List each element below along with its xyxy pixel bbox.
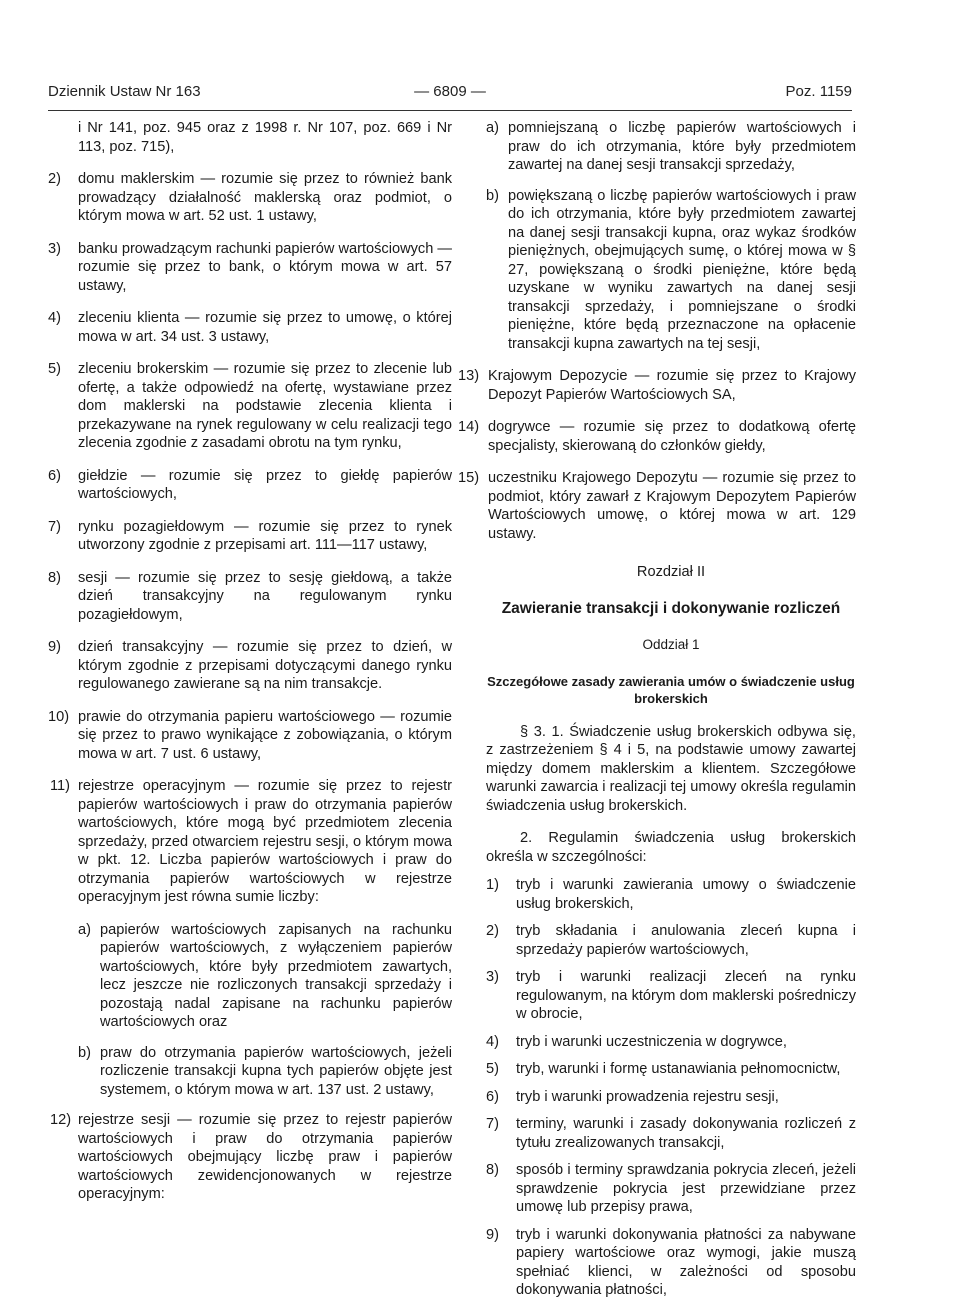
item-number: 11) [50, 778, 71, 794]
definition-item [48, 240, 452, 296]
item-number: 8) [48, 569, 61, 586]
item-number: 14) [458, 419, 480, 435]
item-text: domu maklerskim — rozumie się przez to również bank prowadzący działalność maklerską oraz podmiot, o którym mowa w art. 52 ust. 1 ustawy, [78, 171, 452, 224]
list-text: tryb i warunki prowadzenia rejestru sesji, [516, 1088, 779, 1105]
item-text: zleceniu brokerskim — rozumie się przez to zlecenie lub ofertę, a także odpowiedź na ofertę, wystawiane przez dom maklerski na podstawie zlecenia klienta i przekazywane na rynek regulowany w celu realizacji tego zlecenia zgodnie z zasadami obrotu na tym rynku, [78, 361, 452, 451]
sub-list [48, 921, 452, 1100]
item-text: Krajowym Depozycie — rozumie się przez to Krajowy Depozyt Papierów Wartościowych SA, [488, 368, 856, 403]
section-heading: Oddział 1 [642, 637, 700, 652]
sub-item-text: pomniejszaną o liczbę papierów wartościowych i praw do ich otrzymania, które były przedmiotem zawartej na danej sesji transakcji sprzedaży, [508, 120, 856, 173]
list-text: tryb i warunki zawierania umowy o świadczenie usług brokerskich, [516, 877, 856, 912]
item-number: 12) [50, 1112, 72, 1128]
sub-item [78, 1044, 452, 1100]
item-number: 6) [48, 467, 61, 484]
item-number: 10) [48, 708, 70, 725]
item-text: dogrywce — rozumie się przez to dodatkową ofertę specjalisty, skierowaną do członków giełdy, [488, 419, 856, 454]
item-text: uczestniku Krajowego Depozytu — rozumie się przez to podmiot, który zawarł z Krajowym Depozytem Papierów Wartościowych umowę, o której mowa w art. 129 ustawy. [488, 470, 856, 542]
definition-item [48, 777, 452, 907]
item-text: giełdzie — rozumie się przez to giełdę papierów wartościowych, [78, 467, 452, 502]
list-item [486, 968, 856, 1024]
list-text: tryb, warunki i formę ustanawiania pełnomocnictw, [516, 1061, 841, 1077]
right-column [458, 119, 856, 1309]
sub-item [486, 187, 856, 354]
item-text: zleceniu klienta — rozumie się przez to umowę, o której mowa w art. 34 ust. 3 ustawy, [78, 310, 452, 345]
definition-item [48, 518, 452, 555]
list-text: terminy, warunki i zasady dokonywania rozliczeń z tytułu zrealizowanych transakcji, [516, 1116, 856, 1151]
item-number: 15) [458, 470, 480, 486]
header-rule [48, 110, 852, 111]
item-number: 3) [48, 240, 61, 257]
sub-item-text: praw do otrzymania papierów wartościowych, jeżeli rozliczenie transakcji kupna tych papierów objęte jest systemem, o którym mowa w art. 137 ust. 2 ustawy, [100, 1044, 452, 1098]
item-number: 7) [48, 518, 61, 535]
item-number: 9) [48, 639, 61, 655]
item-text: sesji — rozumie się przez to sesję giełdową, a także dzień transakcyjny na regulowanym rynku pozagiełdowym, [78, 569, 452, 623]
item-number: 4) [48, 310, 61, 326]
definition-item [458, 367, 856, 404]
position-number: Poz. 1159 [785, 83, 852, 100]
definition-item [48, 170, 452, 226]
list-item [486, 1161, 856, 1217]
sub-item-text: papierów wartościowych zapisanych na rachunku papierów wartościowych, z wyłączeniem papierów wartościowych, które były przedmiotem zawartych, lecz jeszcze nie rozliczonych transakcji sprzedaży i pozostają nadal zapisane na rachunku papierów wartościowych oraz [100, 921, 452, 1030]
definition-item [458, 418, 856, 455]
regulation-list [486, 876, 856, 1300]
item-text: prawie do otrzymania papieru wartościowego — rozumie się przez to prawo wynikające z zobowiązania, o którym mowa w art. 7 ust. 6 ustawy, [78, 708, 452, 762]
list-number: 1) [486, 877, 499, 893]
definition-item [48, 309, 452, 346]
paragraph-3-2: 2. Regulamin świadczenia usług brokerskich określa w szczególności: [486, 830, 856, 865]
paragraph-3-1: § 3. 1. Świadczenie usług brokerskich odbywa się, z zastrzeżeniem § 4 i 5, na podstawie umowy zawartej między domem maklerskim a klientem. Szczegółowe warunki zawarcia i realizacji tej umowy określa regulamin świadczenia usług brokerskich. [486, 723, 856, 814]
definition-item [48, 467, 452, 504]
list-text: tryb i warunki dokonywania płatności za nabywane papiery wartościowe oraz wymogi, jakie muszą spełniać klienci, w zależności od sposobu dokonywania płatności, [516, 1226, 856, 1298]
list-item [486, 876, 856, 913]
sub-item-letter: b) [486, 187, 499, 204]
list-item [486, 1226, 856, 1300]
list-number: 5) [486, 1061, 499, 1077]
chapter-title: Zawieranie transakcji i dokonywanie rozliczeń [501, 599, 841, 617]
page-number: — 6809 — [414, 83, 486, 100]
list-number: 2) [486, 923, 499, 939]
journal-title: Dziennik Ustaw Nr 163 [48, 83, 201, 100]
list-text: tryb składania i anulowania zleceń kupna i sprzedaży papierów wartościowych, [516, 923, 856, 958]
list-item [486, 1088, 856, 1107]
item-number: 2) [48, 171, 61, 187]
list-number: 9) [486, 1226, 499, 1243]
definition-item [458, 469, 856, 543]
sub-item-letter: a) [486, 120, 499, 136]
continuation-text: i Nr 141, poz. 945 oraz z 1998 r. Nr 107, poz. 669 i Nr 113, poz. 715), [78, 120, 452, 155]
definition-item [48, 708, 452, 764]
list-number: 8) [486, 1162, 499, 1178]
item-text: banku prowadzącym rachunki papierów wartościowych — rozumie się przez to bank, o którym mowa w art. 57 ustawy, [78, 240, 452, 294]
definition-item [48, 1111, 452, 1204]
definition-item [48, 360, 452, 453]
item-text: rejestrze sesji — rozumie się przez to rejestr papierów wartościowych i praw do otrzymania papierów wartościowych obejmujący liczbę praw i papierów wartościowych zewidencjonowanych w rejestrze operacyjnym: [78, 1112, 452, 1202]
sub-item-letter: b) [78, 1044, 91, 1061]
item-number: 5) [48, 361, 61, 377]
page-header [48, 83, 852, 105]
list-item [486, 1115, 856, 1152]
list-item [486, 922, 856, 959]
list-text: sposób i terminy sprawdzania pokrycia zleceń, jeżeli sprawdzenie pokrycia jest przewidziane przez umowę lub przepisy prawa, [516, 1162, 856, 1215]
list-text: tryb i warunki uczestniczenia w dogrywce, [516, 1033, 787, 1050]
definition-item [48, 569, 452, 625]
list-item [486, 1033, 856, 1052]
section-title: Szczegółowe zasady zawierania umów o świadczenie usług brokerskich [487, 673, 855, 706]
item-number: 13) [458, 368, 480, 384]
list-number: 3) [486, 969, 499, 985]
definition-item [48, 638, 452, 694]
sub-item-text: powiększaną o liczbę papierów wartościowych i praw do ich otrzymania, które były przedmiotem zawartej na danej sesji transakcji kupna, oraz wykaz środków pieniężnych, obejmujących sumę, o której mowa w § 27, powiększaną o środki pieniężne, które będą uzyskane w wyniku zawartych na danej sesji transakcji sprzedaży, i pomniejszane o środki pieniężne, które będą przeznaczone na opłacenie transakcji kupna zawartych na tej sesji, [508, 187, 856, 352]
item-text: dzień transakcyjny — rozumie się przez to dzień, w którym zgodnie z przepisami dotyczącymi danego rynku regulowanego zawierane są na nim transakcje. [78, 639, 452, 692]
item-text: rejestrze operacyjnym — rozumie się przez to rejestr papierów wartościowych i praw do otrzymania papierów wartościowych, które mogą być przedmiotem zlecenia sprzedaży, przed otwarciem rejestru sesji, o którym mowa w pkt. 12. Liczba papierów wartościowych i praw do otrzymania papierów wartościowych w rejestrze operacyjnym jest równa sumie liczby: [78, 778, 452, 905]
sub-item [486, 119, 856, 175]
sub-item-letter: a) [78, 921, 91, 938]
list-number: 6) [486, 1088, 499, 1105]
sub-item [78, 921, 452, 1032]
chapter-heading: Rozdział II [636, 564, 706, 580]
list-item [486, 1060, 856, 1079]
list-number: 7) [486, 1116, 499, 1132]
list-text: tryb i warunki realizacji zleceń na rynku regulowanym, na którym dom maklerski pośredniczy w obrocie, [516, 969, 856, 1022]
list-number: 4) [486, 1033, 499, 1050]
left-column [48, 119, 452, 1218]
item-text: rynku pozagiełdowym — rozumie się przez to rynek utworzony zgodnie z przepisami art. 111—117 ustawy, [78, 518, 452, 553]
